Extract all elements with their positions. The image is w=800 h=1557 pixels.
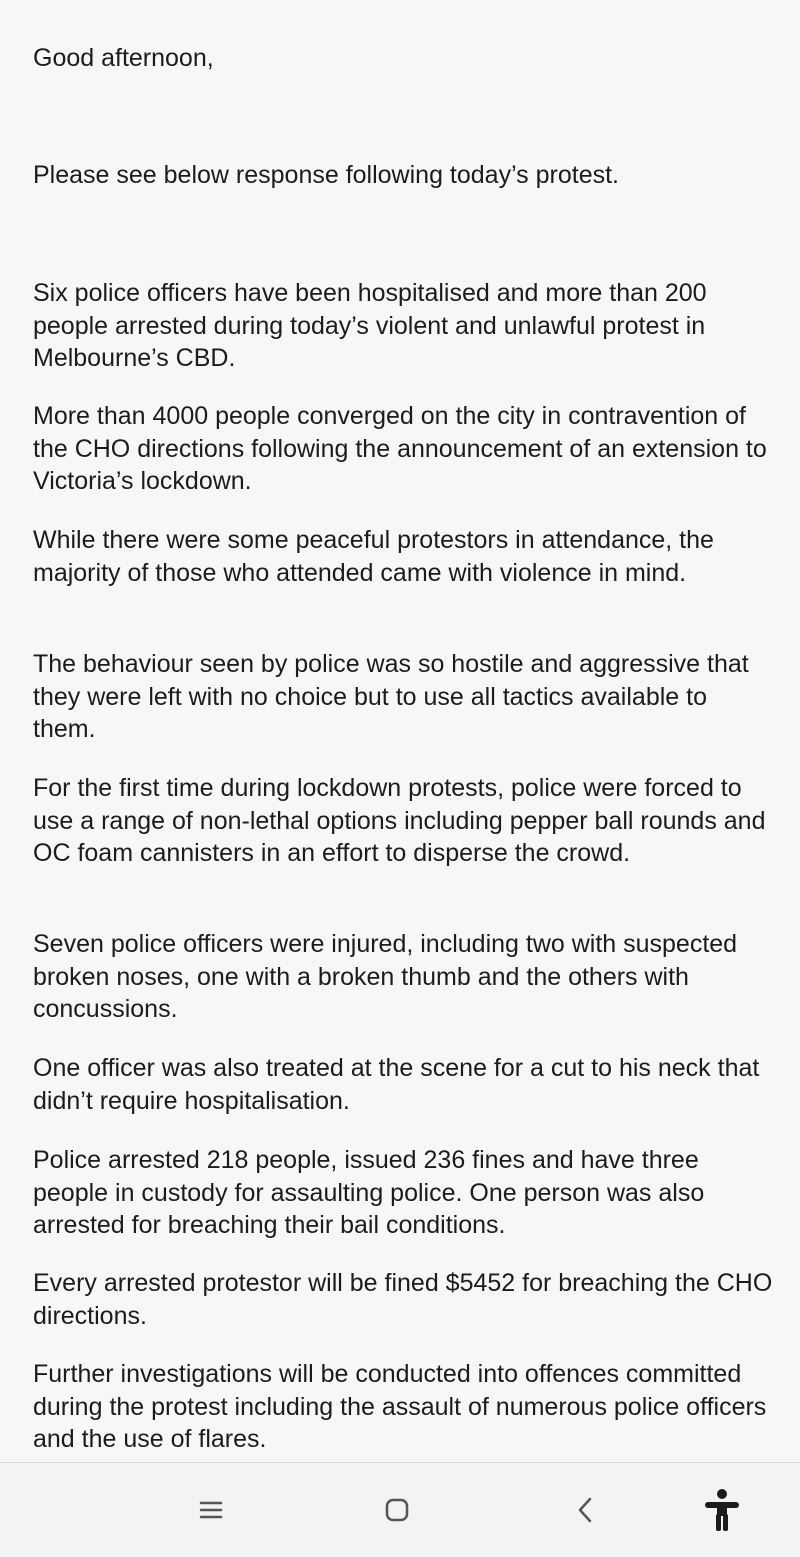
paragraph-further-investigations: Further investigations will be conducted into offences committed during the protest including the assault of numerous police officers and the use of flares. xyxy=(33,1360,767,1454)
paragraph-behaviour: The behaviour seen by police was so hostile and aggressive that they were left with no choice but to use all tactics available to them. xyxy=(33,650,749,744)
paragraph-non-lethal-options: For the first time during lockdown protests, police were forced to use a range of non-lethal options including pepper ball rounds and OC foam cannisters in an effort to disperse the crowd. xyxy=(33,774,766,868)
paragraph-fine-amount: Every arrested protestor will be fined $5452 for breaching the CHO directions. xyxy=(33,1269,773,1330)
navigation-bar xyxy=(0,1462,800,1557)
paragraph-officer-treated: One officer was also treated at the scene for a cut to his neck that didn’t require hospitalisation. xyxy=(33,1054,760,1115)
home-button[interactable] xyxy=(357,1463,437,1557)
recents-button[interactable] xyxy=(171,1463,251,1557)
accessibility-icon xyxy=(702,1488,742,1532)
paragraph-arrests-fines: Police arrested 218 people, issued 236 fines and have three people in custody for assaulting police. One person was also arrested for breaching their bail conditions. xyxy=(33,1146,705,1240)
paragraph-officers-injured: Seven police officers were injured, including two with suspected broken noses, one with a broken thumb and the others with concussions. xyxy=(33,930,738,1024)
back-icon xyxy=(575,1496,595,1524)
paragraph-converged: More than 4000 people converged on the city in contravention of the CHO directions following the announcement of an extension to Victoria’s lockdown. xyxy=(33,402,767,496)
paragraph-peaceful-protestors: While there were some peaceful protestors in attendance, the majority of those who attended came with violence in mind. xyxy=(33,526,714,587)
accessibility-button[interactable] xyxy=(682,1463,762,1557)
recents-icon xyxy=(198,1499,224,1521)
back-button[interactable] xyxy=(545,1463,625,1557)
home-icon xyxy=(384,1497,410,1523)
paragraph-hospitalised: Six police officers have been hospitalised and more than 200 people arrested during today’s violent and unlawful protest in Melbourne’s CBD. xyxy=(33,279,707,373)
greeting: Good afternoon, xyxy=(33,44,214,72)
intro-line: Please see below response following today’s protest. xyxy=(33,161,619,189)
